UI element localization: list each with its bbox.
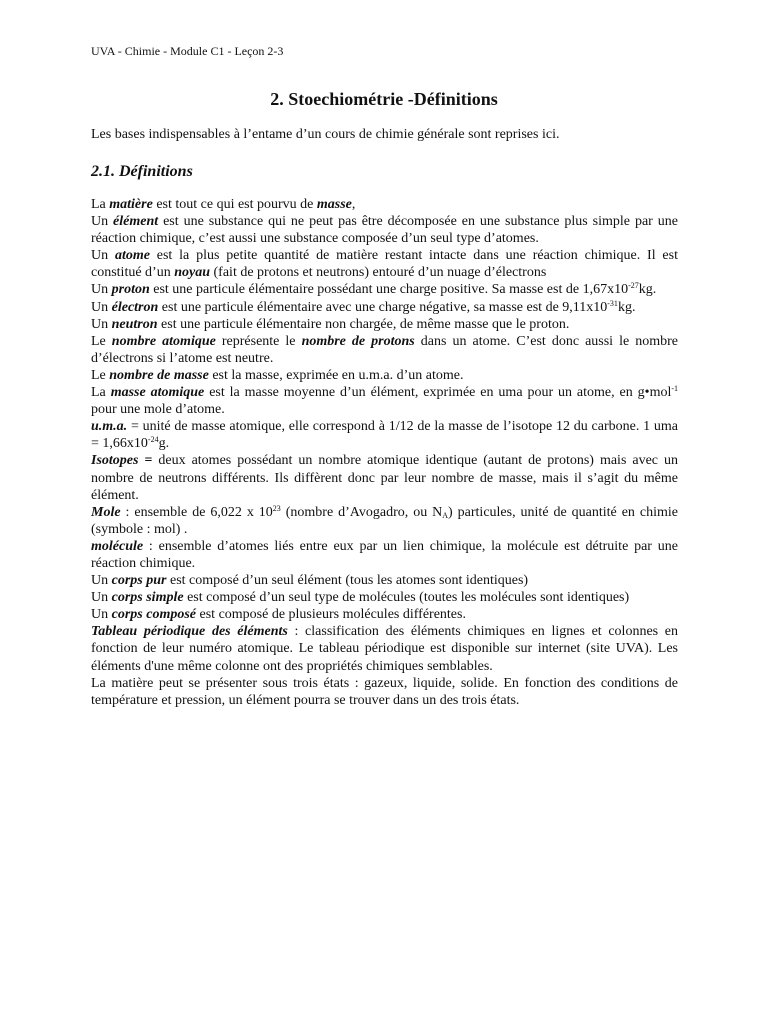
term: corps pur <box>111 573 167 589</box>
term: corps simple <box>111 590 184 606</box>
definition-electron: Un électron est une particule élémentaire avec une charge négative, sa masse est de $9,11x10^{-31}kg$. <box>91 298 636 315</box>
definition-atome: Un atome est la plus petite quantité de matière restant intacte dans une réaction chimique. Il est constitué d’un noyau (fait de protons et neutrons) entouré d’un nuage d’électrons <box>91 248 678 281</box>
term: Tableau périodique des éléments <box>91 624 288 640</box>
term: nombre atomique <box>111 333 216 349</box>
definition-corps-pur: Un corps pur est composé d’un seul élément (tous les atomes sont identiques) <box>91 573 529 589</box>
definition-corps-compose: Un corps composé est composé de plusieurs molécules différentes. <box>91 607 466 623</box>
definition-neutron: Un neutron est une particule élémentaire non chargée, de même masse que le proton. <box>91 316 570 332</box>
term: nombre de protons <box>301 333 415 349</box>
definition-tableau-periodique: Tableau périodique des éléments : classification des éléments chimiques en lignes et colonnes en fonction de leur numéro atomique. Le tableau périodique est disponible sur internet (site UVA). Les éléments d'une même colonne ont des propriétés chimiques semblables. <box>91 624 678 674</box>
subscript: A <box>442 510 449 520</box>
term: neutron <box>111 316 158 332</box>
definition-molecule: molécule : ensemble d’atomes liés entre eux par un lien chimique, la molécule est détruite par une réaction chimique. <box>91 538 678 571</box>
definition-masse-atomique: La masse atomique est la masse moyenne d’un élément, exprimée en uma pour un atome, en g•mol$^{-1}$ pour une mole d’atome. <box>91 384 679 418</box>
definition-element: Un élément est une substance qui ne peut pas être décomposée en une substance plus simple par une réaction chimique, c’est aussi une substance composée d’un seul type d’atomes. <box>91 214 678 247</box>
exponent: -31 <box>607 298 618 308</box>
definition-nombre-de-masse: Le nombre de masse est la masse, exprimée en u.m.a. d’un atome. <box>91 367 464 383</box>
definition-mole: Mole : ensemble de 6,022 x $10^{23}$ (nombre d’Avogadro, ou $N_A$) particules, unité de quantité en chimie (symbole : mol) . <box>91 503 678 537</box>
definition-matiere: La matière est tout ce qui est pourvu de masse, <box>91 197 356 212</box>
term: masse atomique <box>110 385 205 401</box>
page-title: 2. Stoechiométrie -Définitions <box>270 89 498 109</box>
term: Isotopes = <box>91 453 153 469</box>
section-heading: 2.1. Définitions <box>91 163 193 180</box>
term: nombre de masse <box>109 367 209 383</box>
term: Mole <box>91 504 121 520</box>
term: proton <box>111 282 150 298</box>
term: électron <box>111 299 159 315</box>
definitions-list <box>91 196 678 709</box>
term: noyau <box>174 265 211 281</box>
term: matière <box>109 197 153 212</box>
exponent: 23 <box>272 503 281 513</box>
exponent: -1 <box>671 384 679 394</box>
exponent: -24 <box>147 435 159 445</box>
running-header: UVA - Chimie - Module C1 - Leçon 2-3 <box>91 44 284 58</box>
definition-corps-simple: Un corps simple est composé d’un seul type de molécules (toutes les molécules sont identiques) <box>91 590 630 606</box>
definition-uma: u.m.a. = unité de masse atomique, elle correspond à 1/12 de la masse de l’isotope 12 du carbone. 1 uma = $1,66x10^{-24}g$. <box>91 419 678 452</box>
definition-nombre-atomique: Le nombre atomique représente le nombre de protons dans un atome. C’est donc aussi le nombre d’électrons si l’atome est neutre. <box>91 333 678 366</box>
term: corps composé <box>111 607 197 623</box>
term: masse <box>316 197 352 212</box>
term: élément <box>113 214 159 230</box>
intro-paragraph: Les bases indispensables à l’entame d’un cours de chimie générale sont reprises ici. <box>91 127 560 142</box>
term: atome <box>114 248 150 264</box>
definition-etats: La matière peut se présenter sous trois états : gazeux, liquide, solide. En fonction des conditions de température et pression, un élément pourra se trouver dans un des trois états. <box>91 675 678 708</box>
definition-isotopes: Isotopes = deux atomes possédant un nombre atomique identique (autant de protons) mais avec un nombre de neutrons différents. Ils diffèrent donc par leur nombre de masse, mais il s’agit du même élément. <box>91 453 678 503</box>
definition-proton: Un proton est une particule élémentaire possédant une charge positive. Sa masse est de $1,67x10^{-27}kg$. <box>91 281 657 298</box>
term: molécule <box>91 538 144 554</box>
exponent: -27 <box>628 281 639 291</box>
term: u.m.a. <box>91 419 128 435</box>
